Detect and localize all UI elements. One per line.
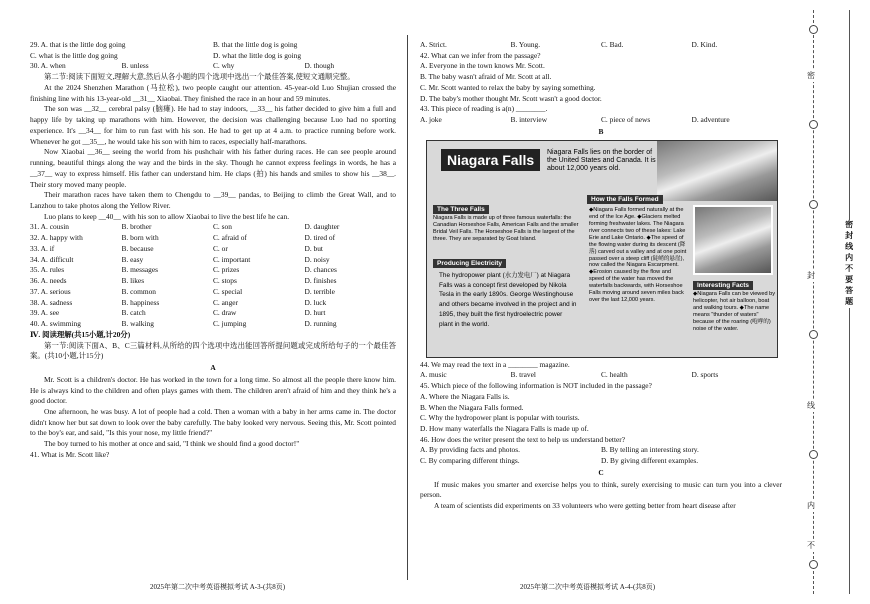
q33-c: C. or bbox=[213, 243, 228, 253]
seal-word-3: 线 bbox=[807, 401, 815, 410]
seal-word-4: 内 bbox=[807, 501, 815, 510]
cloze-paragraph-4: Their marathon races have taken them to Chengdu to __39__ pandas, to Beijing to climb the Great Wall, and to Lanzhou to take photos along the Yellow River. bbox=[30, 190, 396, 211]
passage-b-label: B bbox=[598, 126, 604, 136]
cloze-paragraph-2: The son was __32__ cerebral palsy (脑瘫). He had to stay indoors, __33__ his father decided to give him a full and happy life by taking up marathons with him. However, the decision was challenging because Luo had no sporting experience. It's __34__ for him to run fast with his son. He had to get up at 4 a.m. to practice running before work. Whenever he got __35__, he would take his son with him to races, especially half-marathons. bbox=[30, 104, 396, 146]
q46-question: 46. How does the writer present the text to help us understand better? bbox=[420, 434, 626, 444]
right-page bbox=[420, 40, 782, 512]
seal-word-5: 不 bbox=[807, 541, 815, 550]
binding-hole-icon bbox=[809, 330, 818, 339]
q36-b: B. likes bbox=[121, 276, 145, 286]
q46-d: D. By giving different examples. bbox=[601, 456, 699, 466]
q34-options bbox=[30, 255, 396, 266]
q30-option-c: C. why bbox=[213, 61, 235, 71]
q45-option-a: A. Where the Niagara Falls is. bbox=[420, 391, 510, 401]
electricity-text: The hydropower plant (水力发电厂) at Niagara Falls was a concept first developed by Nikola Tesla in the early 1890s. George Westinghouse and others became involved in the project and in 1895, they built the first hydroelectric power plant in the world. bbox=[439, 271, 577, 329]
q38-a: 38. A. sadness bbox=[30, 297, 73, 307]
q41-b: B. Young. bbox=[510, 40, 541, 49]
q29-option-a: 29. A. that is the little dog going bbox=[30, 40, 126, 49]
q46-options-row1 bbox=[420, 445, 782, 456]
tag-three-falls: The Three Falls bbox=[433, 205, 489, 214]
q45-question: 45. Which piece of the following information is NOT included in the passage? bbox=[420, 381, 652, 391]
q32-d: D. tired of bbox=[304, 233, 336, 243]
q46-a: A. By providing facts and photos. bbox=[420, 445, 520, 455]
q30-option-a: 30. A. when bbox=[30, 61, 66, 71]
q38-c: C. anger bbox=[213, 297, 239, 307]
binding-hole-icon bbox=[809, 25, 818, 34]
q44-d: D. sports bbox=[691, 370, 719, 380]
footer-right: 2025年第二次中考英语模拟考试 A-4-(共8页) bbox=[520, 583, 656, 591]
left-page bbox=[30, 40, 396, 461]
q44-a: A. music bbox=[420, 370, 447, 380]
q34-c: C. important bbox=[213, 254, 251, 264]
passage-c-paragraph-1: If music makes you smarter and exercise helps you to think, surely exercising to music can turn you into a clever person. bbox=[420, 479, 782, 500]
q33-d: D. but bbox=[304, 243, 323, 253]
q29-option-b: B. that the little dog is going bbox=[213, 40, 298, 49]
q36-options bbox=[30, 276, 396, 287]
formation-text: ◆Niagara Falls formed naturally at the end of the Ice Age. ◆Glaciers melted forming freshwater lakes. The Niagara river connects two of these lakes: Lake Erie and Lake Ontario. ◆The speed of the flowing water during its descent (降落) carved out a valley and at one point passed over a steep cliff (陡峭的悬崖), now called the Niagara Escarpment. ◆Erosion caused by the flow and speed of the water has moved the waterfalls backwards, with Horseshoe Falls moving around seven miles back over the last 12,000 years. bbox=[589, 206, 687, 304]
q32-b: B. born with bbox=[121, 233, 159, 243]
q42-option-a: A. Everyone in the town knows Mr. Scott. bbox=[420, 61, 545, 71]
q35-a: 35. A. rules bbox=[30, 265, 65, 275]
q40-a: 40. A. swimming bbox=[30, 319, 81, 329]
q32-c: C. afraid of bbox=[213, 233, 247, 243]
q43-question: 43. This piece of reading is a(n) ________. bbox=[420, 104, 548, 114]
q46-options-row2 bbox=[420, 456, 782, 467]
q37-options bbox=[30, 287, 396, 298]
q41-c: C. Bad. bbox=[601, 40, 624, 49]
q43-d: D. adventure bbox=[691, 115, 730, 125]
q31-options bbox=[30, 222, 396, 233]
falls-photo-top bbox=[693, 205, 773, 275]
q34-d: D. noisy bbox=[304, 254, 330, 264]
q33-a: 33. A. if bbox=[30, 243, 55, 253]
q38-d: D. luck bbox=[304, 297, 327, 307]
section4-title: Ⅳ. 阅读理解(共15小题,计20分) bbox=[30, 329, 131, 339]
q30-option-b: B. unless bbox=[121, 61, 149, 71]
q43-options bbox=[420, 115, 782, 126]
q36-c: C. stops bbox=[213, 276, 237, 286]
seal-line-notice: 密封线内不要答题 bbox=[844, 220, 854, 308]
q44-question: 44. We may read the text in a ________ magazine. bbox=[420, 359, 570, 369]
q33-options bbox=[30, 244, 396, 255]
q38-options bbox=[30, 298, 396, 309]
q39-c: C. draw bbox=[213, 308, 237, 318]
passage-a-paragraph-3: The boy turned to his mother at once and said, "I think we should find a good doctor!" bbox=[44, 439, 300, 449]
q42-option-d: D. The baby's mother thought Mr. Scott wasn't a good doctor. bbox=[420, 93, 602, 103]
q31-c: C. son bbox=[213, 222, 232, 232]
q38-b: B. happiness bbox=[121, 297, 160, 307]
section4-instructions: 第一节:阅读下面A、B、C三篇材料,从所给的四个选项中选出能回答所提问题或完成所给句子的一个最佳答案。(共10小题,计15分) bbox=[30, 340, 396, 361]
q43-a: A. joke bbox=[420, 115, 442, 125]
q29-option-d: D. what the little dog is going bbox=[213, 50, 302, 60]
q46-c: C. By comparing different things. bbox=[420, 456, 520, 466]
q29-option-c: C. what is the little dog going bbox=[30, 50, 118, 60]
q37-a: 37. A. serious bbox=[30, 286, 71, 296]
q33-b: B. because bbox=[121, 243, 154, 253]
niagara-magazine-page bbox=[426, 140, 778, 358]
q40-c: C. jumping bbox=[213, 319, 247, 329]
q37-c: C. special bbox=[213, 286, 243, 296]
q45-option-b: B. When the Niagara Falls formed. bbox=[420, 402, 524, 412]
facts-text: ◆Niagara Falls can be viewed by helicopter, hot air balloon, boat and walking tours. ◆The name means "thunder of waters" because of the roaring (咆哮的) noise of the water. bbox=[693, 290, 776, 332]
tag-interesting-facts: Interesting Facts bbox=[693, 281, 753, 290]
q34-a: 34. A. difficult bbox=[30, 254, 74, 264]
binding-hole-icon bbox=[809, 120, 818, 129]
seal-word-1: 密 bbox=[807, 71, 815, 80]
q31-a: 31. A. cousin bbox=[30, 222, 70, 232]
q35-b: B. messages bbox=[121, 265, 159, 275]
q35-d: D. chances bbox=[304, 265, 337, 275]
q39-options bbox=[30, 308, 396, 319]
q35-options bbox=[30, 265, 396, 276]
binding-hole-icon bbox=[809, 450, 818, 459]
three-falls-text: Niagara Falls is made up of three famous waterfalls: the Canadian Horseshoe Falls, American Falls and the smaller Bridal Veil Falls. The Horseshoe Falls is the largest of the three. They are separated by Goat Island. bbox=[433, 214, 579, 242]
magazine-intro: Niagara Falls lies on the border of the United States and Canada. It is about 12,000 years old. bbox=[547, 148, 656, 173]
q44-b: B. travel bbox=[510, 370, 536, 380]
q37-d: D. terrible bbox=[304, 286, 335, 296]
q29-options-row1 bbox=[30, 40, 396, 51]
q30-option-d: D. though bbox=[304, 61, 335, 71]
page-divider bbox=[407, 35, 408, 580]
q32-a: 32. A. happy with bbox=[30, 233, 83, 243]
q37-b: B. common bbox=[121, 286, 156, 296]
tag-formation: How the Falls Formed bbox=[587, 195, 663, 204]
cloze-paragraph-5: Luo plans to keep __40__ with his son to allow Xiaobai to live the best life he can. bbox=[44, 211, 290, 221]
passage-c-paragraph-2: A team of scientists did experiments on 33 volunteers who were getting better from heart disease after bbox=[434, 501, 736, 511]
q40-d: D. running bbox=[304, 319, 337, 329]
q42-option-b: B. The baby wasn't afraid of Mr. Scott at all. bbox=[420, 72, 552, 82]
q34-b: B. easy bbox=[121, 254, 144, 264]
q41-question: 41. What is Mr. Scott like? bbox=[30, 449, 110, 459]
q40-options bbox=[30, 319, 396, 330]
q31-b: B. brother bbox=[121, 222, 152, 232]
q30-options bbox=[30, 61, 396, 72]
q41-d: D. Kind. bbox=[691, 40, 718, 49]
q39-a: 39. A. see bbox=[30, 308, 60, 318]
q31-d: D. daughter bbox=[304, 222, 340, 232]
q41-a: A. Strict. bbox=[420, 40, 447, 49]
cloze-paragraph-1: At the 2024 Shenzhen Marathon (马拉松), two people caught our attention. 45-year-old Luo Shujian crossed the finishing line with his 13-year-old __31__ Xiaobai. They finished the race in an hour and 59 minutes. bbox=[30, 82, 396, 103]
binding-margin bbox=[795, 0, 870, 604]
q36-a: 36. A. needs bbox=[30, 276, 67, 286]
q45-option-c: C. Why the hydropower plant is popular with tourists. bbox=[420, 413, 580, 423]
footer-left: 2025年第二次中考英语模拟考试 A-3-(共8页) bbox=[150, 583, 286, 591]
q32-options bbox=[30, 233, 396, 244]
q39-d: D. hurt bbox=[304, 308, 326, 318]
q43-b: B. interview bbox=[510, 115, 548, 125]
q44-c: C. health bbox=[601, 370, 628, 380]
q45-option-d: D. How many waterfalls the Niagara Falls is made up of. bbox=[420, 424, 589, 434]
binding-hole-icon bbox=[809, 200, 818, 209]
q29-options-row2 bbox=[30, 51, 396, 62]
part2-instructions: 第二节:阅读下面短文,理解大意,然后从各小题的四个选项中选出一个最佳答案,使短文通顺完整。 bbox=[44, 72, 355, 82]
seal-word-2: 封 bbox=[807, 271, 815, 280]
q46-b: B. By telling an interesting story. bbox=[601, 445, 699, 455]
q36-d: D. finishes bbox=[304, 276, 337, 286]
cloze-paragraph-3: Now Xiaobai __36__ seeing the world from his pushchair with his father during races. He can see people around running, beautiful things along the way and the birds in the sky. Though he cannot express feelings in words, he has a __37__ way to express himself. His father can understand him. He claps (拍) his hands and smiles to show his __38__. Their story moved many people. bbox=[30, 147, 396, 189]
q40-b: B. walking bbox=[121, 319, 154, 329]
q35-c: C. prizes bbox=[213, 265, 240, 275]
tag-electricity: Producing Electricity bbox=[433, 259, 506, 268]
q39-b: B. catch bbox=[121, 308, 146, 318]
passage-a-label: A bbox=[210, 363, 216, 373]
q41-options bbox=[420, 40, 782, 51]
q43-c: C. piece of news bbox=[601, 115, 651, 125]
binding-hole-icon bbox=[809, 560, 818, 569]
magazine-title: Niagara Falls bbox=[441, 149, 540, 171]
q44-options bbox=[420, 370, 782, 381]
passage-c-label: C bbox=[598, 467, 604, 477]
passage-a-paragraph-1: Mr. Scott is a children's doctor. He has worked in the town for a long time. So almost all the people there know him. He is always kind to the children and often plays games with them. The children aren't afraid of him and they think he's a good doctor. bbox=[30, 374, 396, 406]
passage-a-paragraph-2: One afternoon, he was busy. A lot of people had a cold. Then a woman with a baby in her arms came in. The doctor didn't know her but sat down to look over the baby carefully. The baby looked very nervous. Seeing this, Mr. Scott pointed to the boy's ear, and said, "Is this your nose, my little friend?" bbox=[30, 406, 396, 438]
waterfall-background-photo bbox=[657, 141, 778, 201]
q42-question: 42. What can we infer from the passage? bbox=[420, 50, 541, 60]
q42-option-c: C. Mr. Scott wanted to relax the baby by saying something. bbox=[420, 82, 596, 92]
